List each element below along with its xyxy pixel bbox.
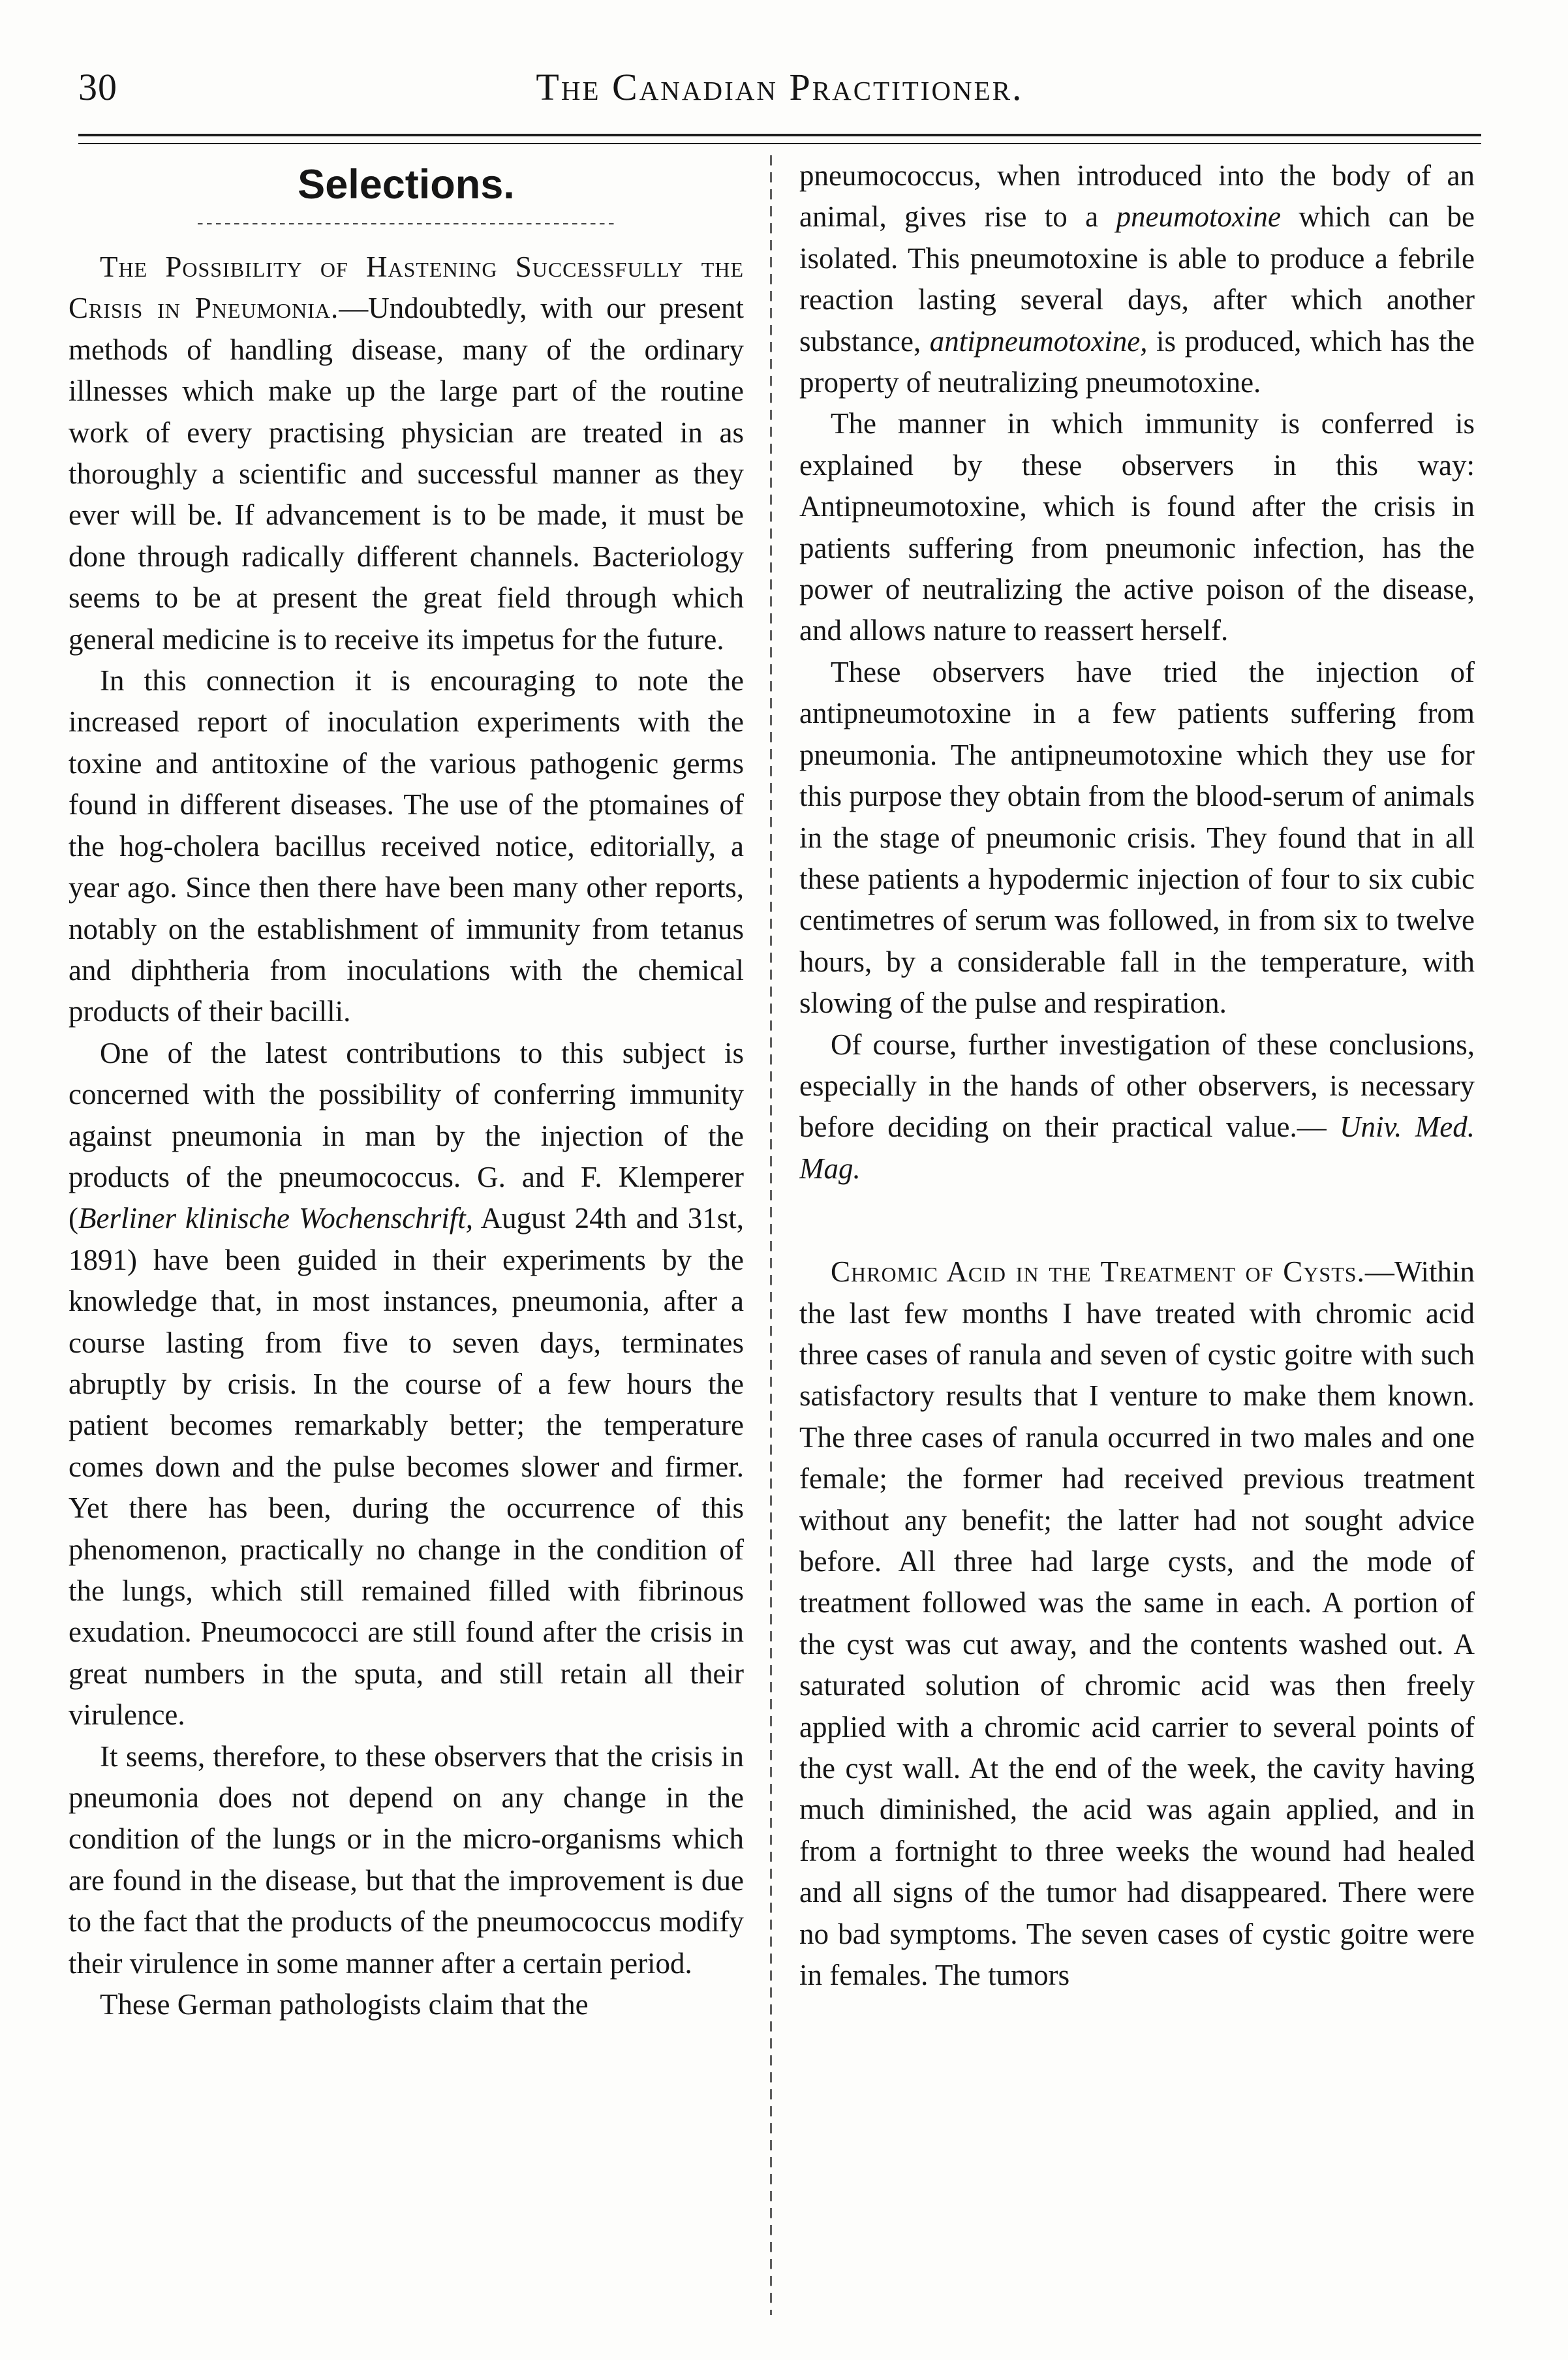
article1-paragraph-1 <box>69 247 744 660</box>
p5-text-c: is produced, which has the property of neutralizing pneumotoxine. <box>799 324 1475 399</box>
article1-paragraph-4: It seems, therefore, to these observers that the crisis in pneumonia does not depend on any change in the condition of the lungs or in the micro-organisms which are found in the disease, but that the improvement is due to the fact that the products of the pneumococcus modify their virulence in some manner after a certain period. <box>69 1739 744 1980</box>
header-rule-thin <box>78 143 1481 144</box>
article1-paragraph-5-cont <box>799 155 1475 403</box>
article1-paragraph-3 <box>69 1033 744 1736</box>
running-title: The Canadian Practitioner. <box>536 66 1024 108</box>
term-antipneumotoxine: antipneumotoxine, <box>929 324 1148 358</box>
p3-text-b: August 24th and 31st, 1891) have been guided in their experiments by the knowledge that, in most instances, pneumonia, after a course lasting from five to seven days, terminates abruptly by crisis. In the course of a few hours the patient becomes remarkably better; the temperature comes down and the pulse becomes slower and firmer. Yet there has been, during the occurrence of this phenomenon, practically no change in the condition of the lungs, which still remained filled with fibrinous exudation. Pneumococci are still found after the crisis in great numbers in the sputa, and still retain all their virulence. <box>69 1202 744 1732</box>
right-column <box>799 155 1475 2322</box>
journal-citation: Berliner klinische Wochenschrift, <box>78 1202 474 1235</box>
running-header <box>78 65 1481 124</box>
article2-paragraph-1 <box>799 1251 1475 1996</box>
column-divider <box>770 155 772 2315</box>
article1-p1-text: —Undoubtedly, with our present methods of handling disease, many of the ordinary illnesses which make up the large part of the routine work of every practising physician are treated in as thoroughly a scientific and successful manner as they ever will be. If advancement is to be made, it must be done through radically different channels. Bacteriology seems to be at present the great field through which general medicine is to receive its impetus for the future. <box>69 292 744 656</box>
article1-paragraph-6: The manner in which immunity is conferred is explained by these observers in this way: Antipneumotoxine, which is found after the crisis in patients suffering from pneumonic infection, has the power of neutralizing the active poison of the disease, and allows nature to reassert herself. <box>799 407 1475 647</box>
section-title: Selections. <box>298 162 515 207</box>
article1-paragraph-7: These observers have tried the injection of antipneumotoxine in a few patients suffering from pneumonia. The antipneumotoxine which they use for this purpose they obtain from the blood-serum of animals in the stage of pneumonic crisis. They found that in all these patients a hypodermic injection of four to six cubic centimetres of serum was followed, in from six to twelve hours, by a considerable fall in the temperature, with slowing of the pulse and respiration. <box>799 655 1475 1020</box>
term-pneumotoxine: pneumotoxine <box>1116 200 1281 234</box>
article2-p1-text: —Within the last few months I have treated with chromic acid three cases of ranula and seven of cystic goitre with such satisfactory results that I venture to make them known. The three cases of ranula occurred in two males and one female; the former had received previous treatment without any benefit; the latter had not sought advice before. All three had large cysts, and the mode of treatment followed was the same in each. A portion of the cyst was cut away, and the contents washed out. A saturated solution of chromic acid was then freely applied with a chromic acid carrier to several points of the cyst wall. At the end of the week, the cavity having much diminished, the acid was again applied, and in from a fortnight to three weeks the wound had healed and all signs of the tumor had disappeared. There were no bad symptoms. The seven cases of cystic goitre were in females. The tumors <box>799 1255 1475 1992</box>
left-column <box>69 155 744 2322</box>
header-rule-thick <box>78 134 1481 136</box>
p8-text: Of course, further investigation of these conclusions, especially in the hands of other observers, is necessary before deciding on their practical value.— <box>799 1028 1475 1144</box>
article1-paragraph-5-start: These German pathologists claim that the <box>100 1988 589 2021</box>
p5-text-b: which can be isolated. This pneumotoxine is able to produce a febrile reaction lasting several days, after which another substance, <box>799 200 1475 358</box>
article1-heading: The Possibility of Hastening Successfully the Crisis in Pneumonia. <box>69 251 744 325</box>
section-title-rule <box>198 223 615 224</box>
article-separator <box>799 1189 1475 1251</box>
p3-text-a: One of the latest contributions to this subject is concerned with the possibility of conferring immunity against pneumonia in man by the injection of the products of the pneumococcus. G. and F. Klemperer ( <box>69 1036 744 1235</box>
p5-text-a: pneumococcus, when introduced into the body of an animal, gives rise to a <box>799 159 1475 234</box>
article1-paragraph-8 <box>799 1024 1475 1190</box>
page-number: 30 <box>78 66 117 108</box>
article1-paragraph-2: In this connection it is encouraging to note the increased report of inoculation experiments with the toxine and antitoxine of the various pathogenic germs found in different diseases. The use of the ptomaines of the hog-cholera bacillus received notice, editorially, a year ago. Since then there have been many other reports, notably on the establishment of immunity from tetanus and diphtheria from inoculations with the chemical products of their bacilli. <box>69 664 744 1028</box>
article2-heading: Chromic Acid in the Treatment of Cysts. <box>831 1255 1365 1289</box>
source-citation: Univ. Med. Mag. <box>799 1111 1475 1185</box>
